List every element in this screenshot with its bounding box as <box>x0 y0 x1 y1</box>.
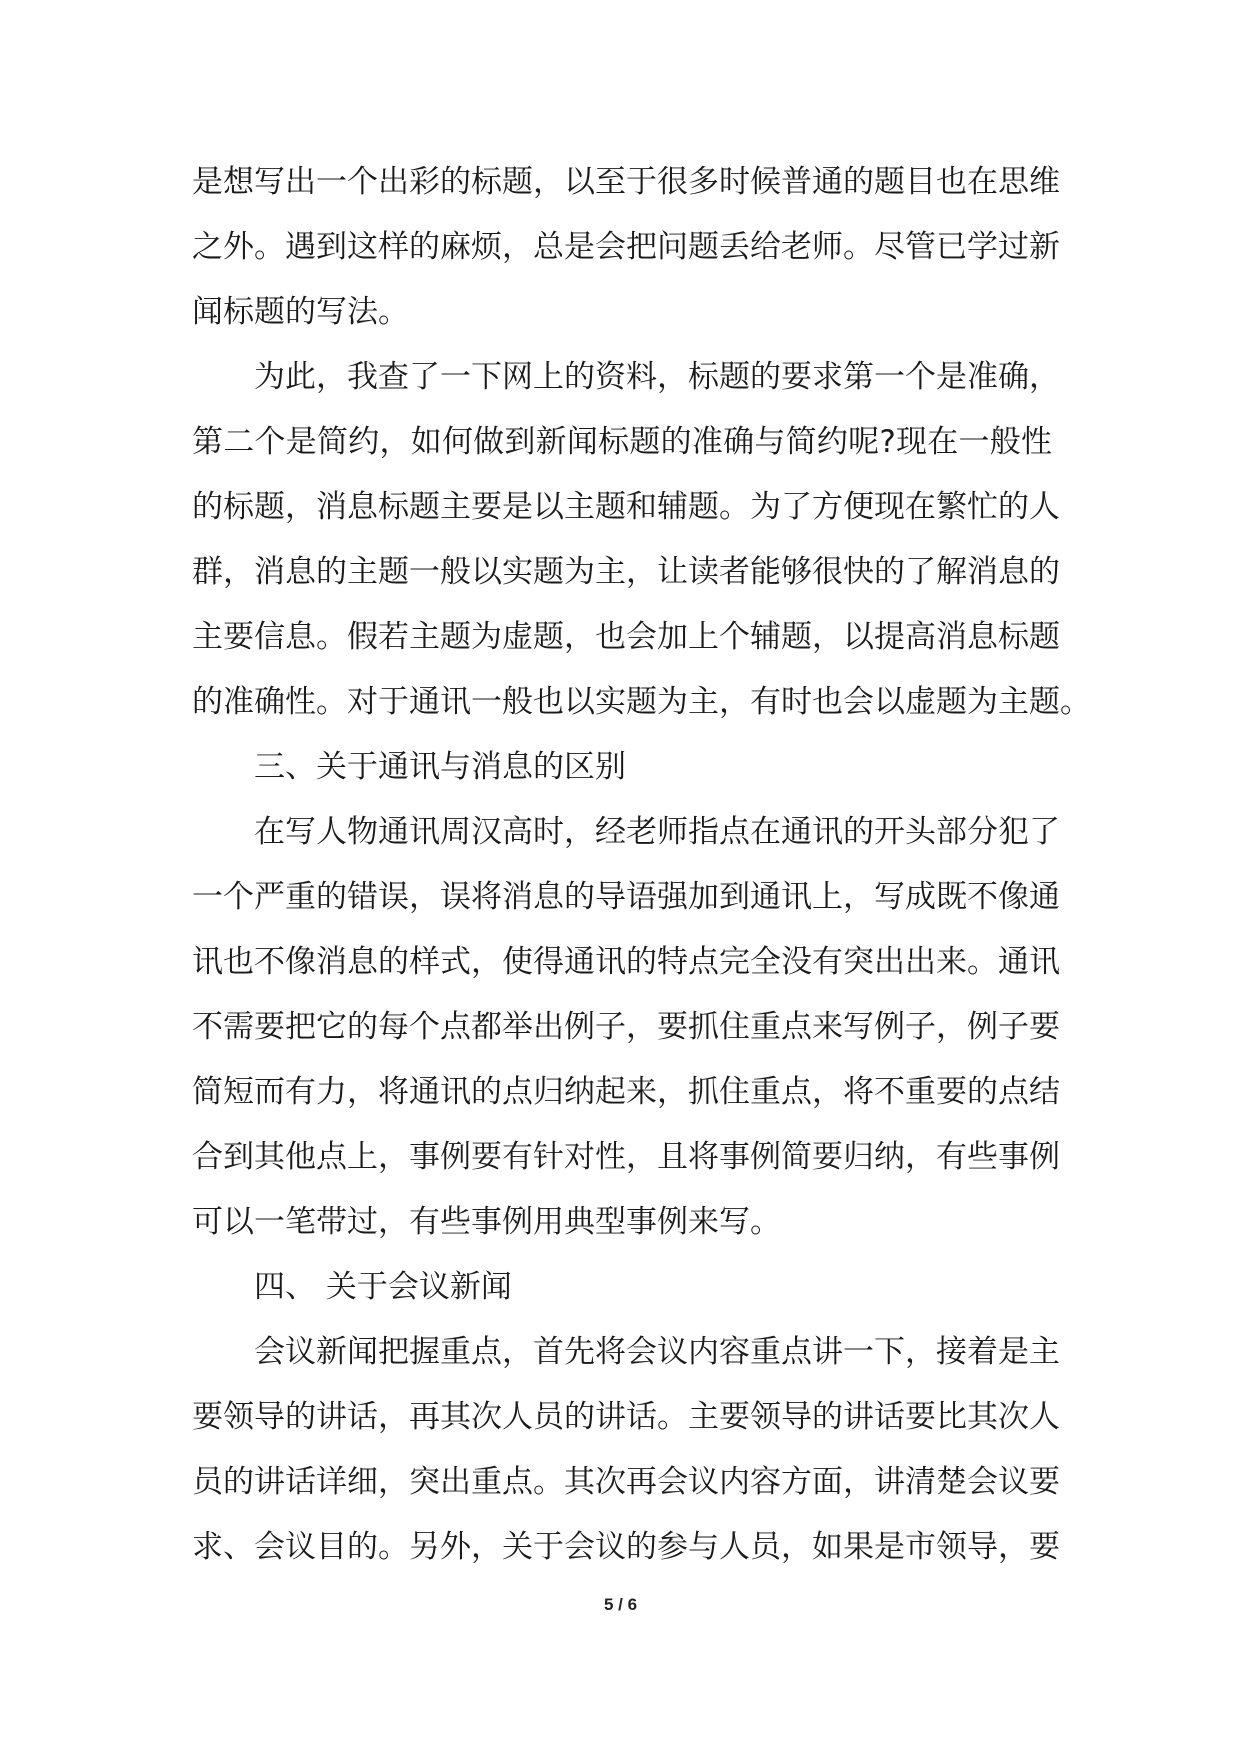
text-line: 群，消息的主题一般以实题为主，让读者能够很快的了解消息的 <box>192 554 1060 590</box>
text-line: 一个严重的错误，误将消息的导语强加到通讯上，写成既不像通 <box>192 879 1060 915</box>
paragraph <box>192 1320 1060 1580</box>
section-heading <box>192 735 1052 800</box>
text-line: 讯也不像消息的样式，使得通讯的特点完全没有突出出来。通讯 <box>192 944 1060 980</box>
section-heading <box>192 1255 1052 1320</box>
text-line: 员的讲话详细，突出重点。其次再会议内容方面，讲清楚会议要 <box>192 1464 1060 1500</box>
section-heading-text: 四、 关于会议新闻 <box>254 1269 512 1305</box>
text-line: 可以一笔带过，有些事例用典型事例来写。 <box>192 1204 781 1240</box>
text-line: 求、会议目的。另外，关于会议的参与人员，如果是市领导，要 <box>192 1529 1060 1565</box>
text-line: 要领导的讲话，再其次人员的讲话。主要领导的讲话要比其次人 <box>192 1399 1060 1435</box>
text-line: 会议新闻把握重点，首先将会议内容重点讲一下，接着是主 <box>254 1334 1060 1370</box>
text-line: 是想写出一个出彩的标题，以至于很多时候普通的题目也在思维 <box>192 164 1060 200</box>
text-line: 的标题，消息标题主要是以主题和辅题。为了方便现在繁忙的人 <box>192 489 1060 525</box>
section-heading-text: 三、关于通讯与消息的区别 <box>254 749 626 785</box>
text-line: 主要信息。假若主题为虚题，也会加上个辅题，以提高消息标题 <box>192 619 1060 655</box>
text-line: 不需要把它的每个点都举出例子，要抓住重点来写例子，例子要 <box>192 1009 1060 1045</box>
text-line: 的准确性。对于通讯一般也以实题为主，有时也会以虚题为主题。 <box>192 684 1091 720</box>
text-line: 第二个是简约，如何做到新闻标题的准确与简约呢?现在一般性 <box>192 424 1052 460</box>
text-line: 简短而有力，将通讯的点归纳起来，抓住重点，将不重要的点结 <box>192 1074 1060 1110</box>
text-line: 合到其他点上，事例要有针对性，且将事例简要归纳，有些事例 <box>192 1139 1060 1175</box>
text-line: 之外。遇到这样的麻烦，总是会把问题丢给老师。尽管已学过新 <box>192 229 1060 265</box>
paragraph <box>192 345 1091 735</box>
paragraph <box>192 800 1060 1255</box>
document-body <box>192 150 1091 1580</box>
text-line: 闻标题的写法。 <box>192 294 409 330</box>
text-line: 为此，我查了一下网上的资料，标题的要求第一个是准确， <box>254 359 1060 395</box>
text-line: 在写人物通讯周汉高时，经老师指点在通讯的开头部分犯了 <box>254 814 1060 850</box>
page-number: 5 / 6 <box>603 1595 638 1614</box>
paragraph <box>192 150 1060 345</box>
